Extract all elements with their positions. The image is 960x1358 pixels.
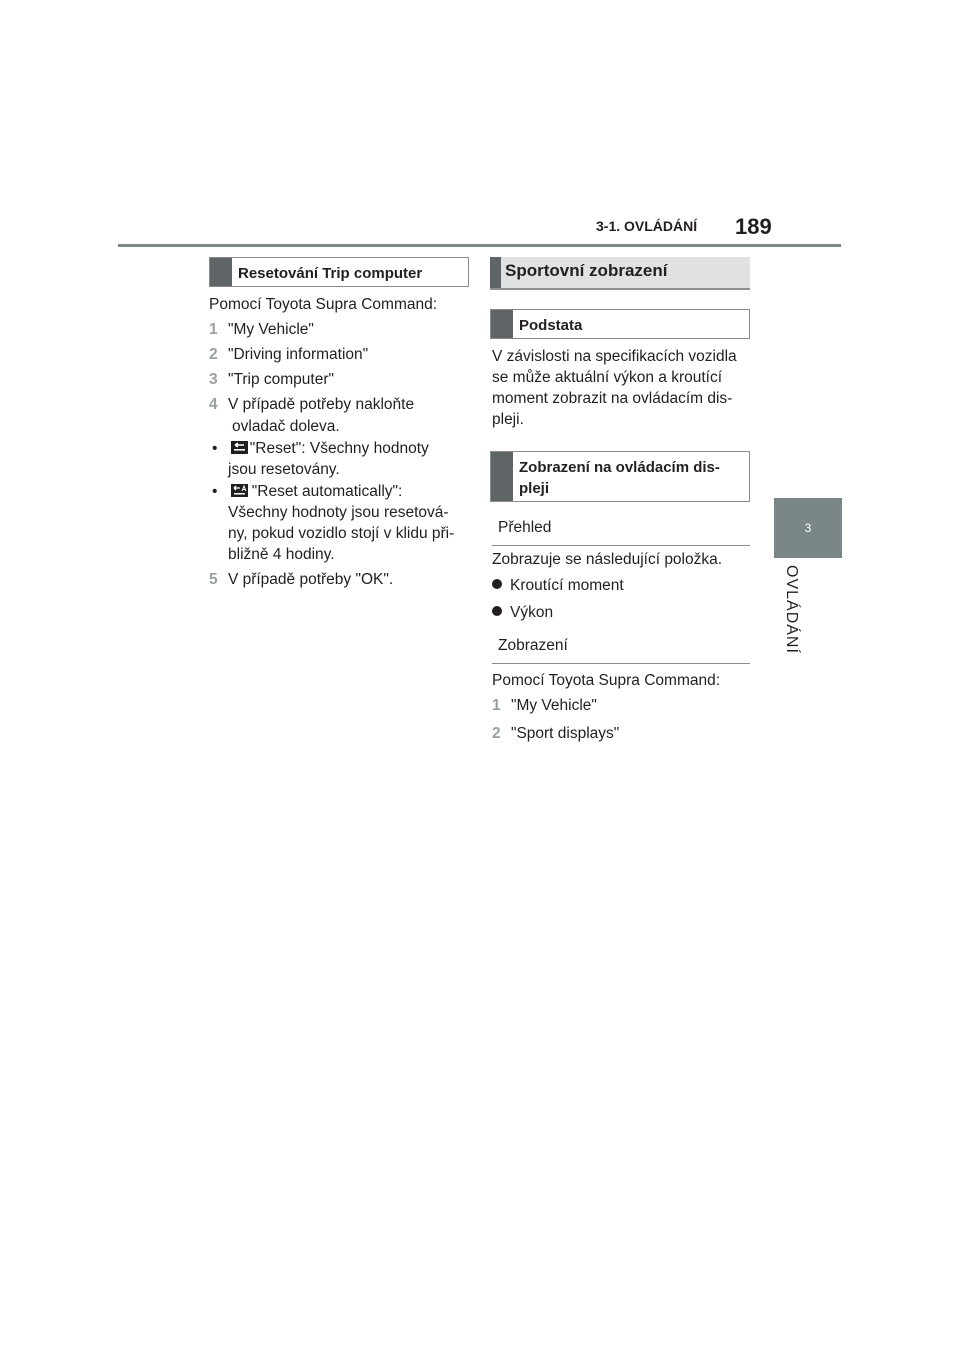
box-accent-bar [491, 452, 513, 501]
step-text: "My Vehicle" [510, 697, 597, 714]
step-5 [209, 569, 393, 590]
list-item [492, 575, 624, 596]
step-number: 2 [209, 346, 218, 363]
subheading-prehled [492, 506, 750, 546]
list-item-text: Výkon [510, 604, 554, 621]
step-text: "Driving information" [227, 346, 369, 363]
para2: Zobrazuje se následující položka. [492, 551, 723, 568]
bullet-reset-auto-line3: ny, pokud vozidlo stojí v klidu při- [228, 525, 455, 542]
bullet-dot-icon [492, 606, 502, 616]
step-1 [492, 695, 597, 716]
step-number: 3 [209, 371, 218, 388]
bullet-reset-line2: jsou resetovány. [228, 461, 340, 478]
subheading-text: Zobrazení [498, 637, 568, 654]
subheading-text: Přehled [498, 519, 552, 536]
step-2 [209, 344, 368, 365]
box-title: Podstata [519, 317, 583, 334]
para1-line4: pleji. [492, 411, 524, 428]
box-accent-bar [491, 310, 513, 338]
step-1 [209, 319, 314, 340]
section-header: 3-1. OVLÁDÁNÍ [596, 218, 698, 234]
step-text: "Sport displays" [510, 725, 620, 742]
para1-line2: se může aktuální výkon a kroutící [492, 369, 723, 386]
box-display [490, 451, 750, 502]
step-text: V případě potřeby "OK". [227, 571, 394, 588]
bullet-reset-auto [212, 481, 402, 502]
box-reset-trip [209, 257, 469, 287]
box-title: Resetování Trip computer [238, 265, 423, 282]
section-title-box [490, 257, 750, 290]
intro-text: Pomocí Toyota Supra Command: [209, 296, 438, 313]
step-text: "Trip computer" [227, 371, 334, 388]
step-4 [209, 394, 414, 415]
intro-text-2: Pomocí Toyota Supra Command: [492, 672, 721, 689]
bullet-mark: • [212, 440, 218, 457]
step-number: 4 [209, 396, 218, 413]
section-accent-bar [490, 257, 501, 288]
bullet-dot-icon [492, 579, 502, 589]
box-accent-bar [210, 258, 232, 286]
page-number: 189 [735, 214, 772, 239]
list-item-text: Kroutící moment [510, 577, 624, 594]
list-item [492, 602, 553, 623]
step-number: 1 [209, 321, 218, 338]
bullet-reset-auto-line4: bližně 4 hodiny. [228, 546, 335, 563]
para1-line3: moment zobrazit na ovládacím dis- [492, 390, 733, 407]
step-4-continuation: ovladač doleva. [232, 418, 340, 435]
box-title-line1: Zobrazení na ovládacím dis- [519, 459, 720, 476]
bullet-mark: • [212, 483, 218, 500]
subheading-zobrazeni [492, 624, 750, 664]
reset-auto-icon [231, 484, 248, 497]
step-text: "My Vehicle" [227, 321, 314, 338]
box-podstata [490, 309, 750, 339]
bullet-reset-auto-line2: Všechny hodnoty jsou resetová- [228, 504, 449, 521]
chapter-tab-label: OVLÁDÁNÍ [783, 565, 800, 654]
step-number: 5 [209, 571, 218, 588]
step-text: V případě potřeby nakloňte [227, 396, 415, 413]
step-3 [209, 369, 334, 390]
step-2 [492, 723, 619, 744]
box-title-line2: pleji [519, 480, 550, 497]
chapter-tab: 3 [774, 498, 842, 558]
step-number: 2 [492, 725, 501, 742]
step-number: 1 [492, 697, 501, 714]
bullet-text: "Reset automatically": [251, 483, 403, 500]
section-title: Sportovní zobrazení [505, 261, 668, 280]
para1-line1: V závislosti na specifikacích vozidla [492, 348, 737, 365]
header-divider [118, 244, 841, 247]
reset-icon [231, 441, 248, 454]
bullet-text: "Reset": Všechny hodnoty [249, 440, 429, 457]
bullet-reset [212, 438, 429, 459]
